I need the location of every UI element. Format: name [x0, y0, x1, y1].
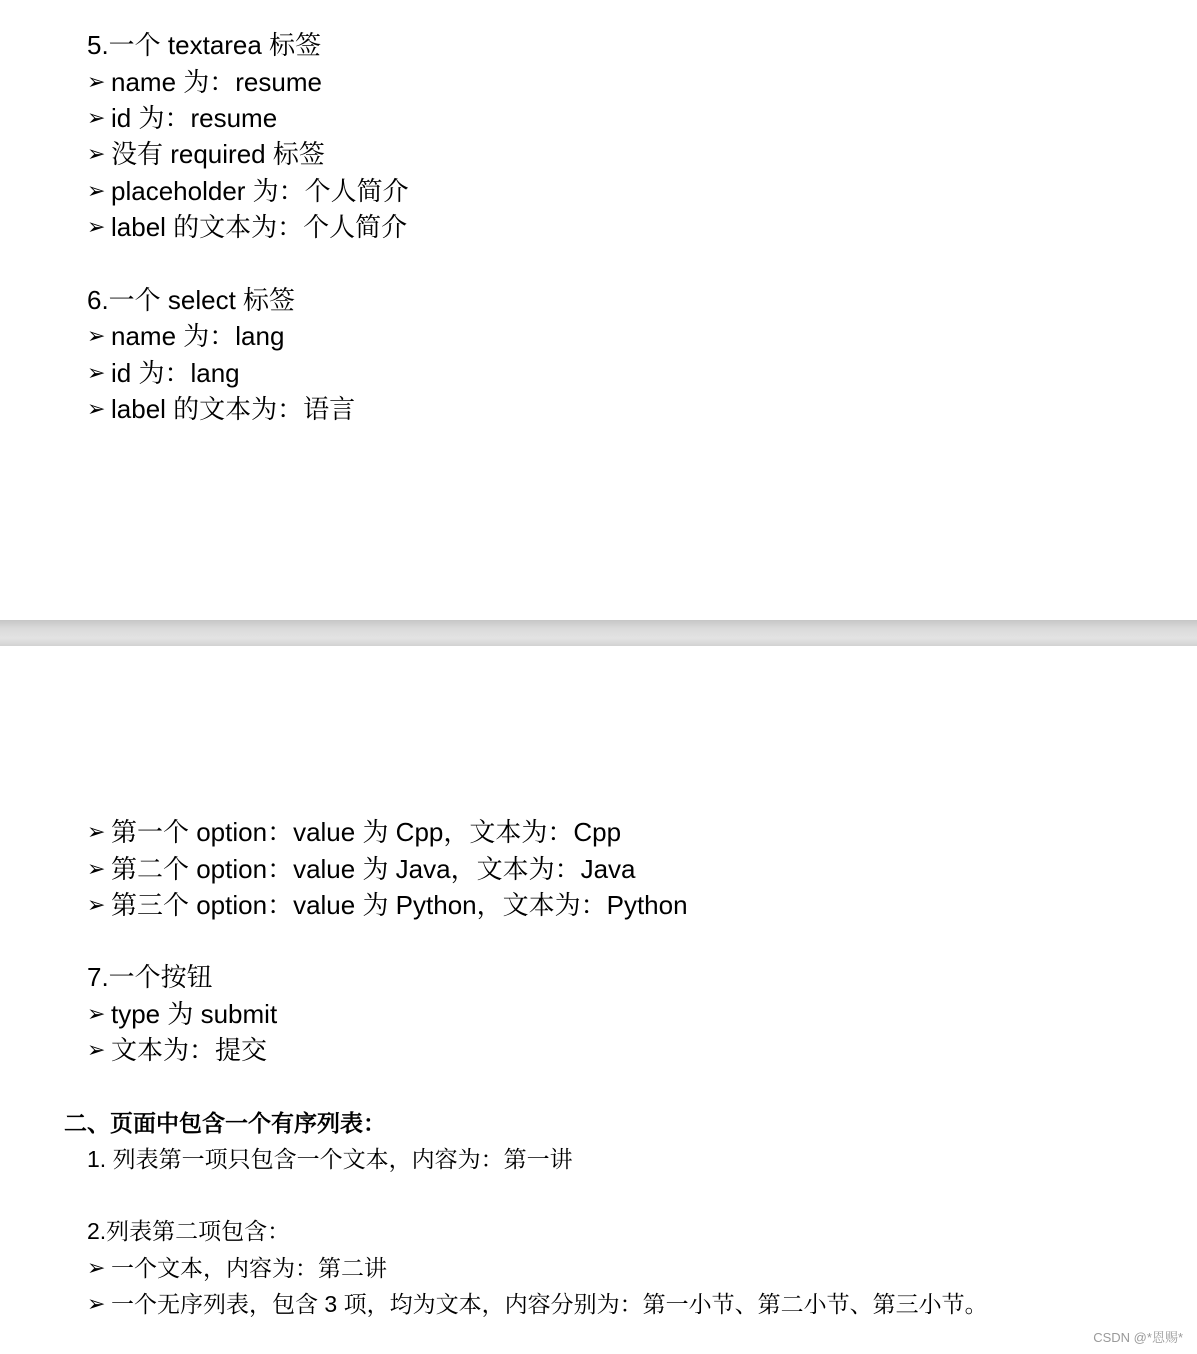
list-item-text: 第三个 option：value 为 Python，文本为：Python — [111, 890, 688, 920]
arrow-bullet-icon: ➢ — [87, 105, 106, 130]
document-page-2 — [0, 646, 1197, 1354]
arrow-bullet-icon: ➢ — [87, 892, 106, 917]
arrow-bullet-icon: ➢ — [87, 141, 106, 166]
list-item — [87, 356, 240, 390]
ordered-list-item-1: 1. 列表第一项只包含一个文本，内容为：第一讲 — [87, 1146, 573, 1172]
list-item — [87, 65, 322, 99]
list-item — [87, 137, 325, 171]
list-item — [87, 319, 284, 353]
list-item — [87, 1033, 267, 1067]
list-item — [87, 888, 688, 922]
list-item — [87, 1251, 387, 1285]
document-page-1 — [0, 0, 1197, 620]
ordered-list-item-2-title: 2.列表第二项包含： — [87, 1218, 291, 1244]
arrow-bullet-icon: ➢ — [87, 396, 106, 421]
arrow-bullet-icon: ➢ — [87, 856, 106, 881]
list-item — [87, 815, 621, 849]
list-item — [87, 101, 277, 135]
csdn-watermark: CSDN @*恩赐* — [1093, 1330, 1183, 1345]
list-item-text: 文本为：提交 — [111, 1035, 268, 1065]
arrow-bullet-icon: ➢ — [87, 1291, 106, 1316]
list-item-text: id 为：resume — [111, 103, 278, 133]
section-6-title: 6.一个 select 标签 — [87, 285, 296, 315]
list-item — [87, 210, 407, 244]
list-item — [87, 1287, 988, 1321]
section-7-title: 7.一个按钮 — [87, 962, 213, 992]
arrow-bullet-icon: ➢ — [87, 819, 106, 844]
list-item-text: label 的文本为：个人简介 — [111, 212, 408, 242]
arrow-bullet-icon: ➢ — [87, 69, 106, 94]
list-item-text: 一个文本，内容为：第二讲 — [111, 1255, 387, 1281]
list-item — [87, 174, 409, 208]
section-5-title: 5.一个 textarea 标签 — [87, 30, 322, 60]
arrow-bullet-icon: ➢ — [87, 323, 106, 348]
list-item-text: 第一个 option：value 为 Cpp，文本为：Cpp — [111, 817, 622, 847]
section-heading-2: 二、页面中包含一个有序列表： — [64, 1110, 386, 1136]
list-item — [87, 392, 355, 426]
arrow-bullet-icon: ➢ — [87, 1255, 106, 1280]
page-separator — [0, 620, 1197, 646]
list-item — [87, 997, 277, 1031]
list-item-text: name 为：resume — [111, 67, 322, 97]
arrow-bullet-icon: ➢ — [87, 1037, 106, 1062]
list-item-text: label 的文本为：语言 — [111, 394, 356, 424]
arrow-bullet-icon: ➢ — [87, 1001, 106, 1026]
list-item-text: id 为：lang — [111, 358, 240, 388]
arrow-bullet-icon: ➢ — [87, 178, 106, 203]
list-item-text: type 为 submit — [111, 999, 278, 1029]
list-item — [87, 852, 636, 886]
list-item-text: 没有 required 标签 — [111, 139, 325, 169]
list-item-text: name 为：lang — [111, 321, 285, 351]
arrow-bullet-icon: ➢ — [87, 360, 106, 385]
list-item-text: 第二个 option：value 为 Java，文本为：Java — [111, 854, 636, 884]
list-item-text: 一个无序列表，包含 3 项，均为文本，内容分别为：第一小节、第二小节、第三小节。 — [111, 1291, 988, 1317]
arrow-bullet-icon: ➢ — [87, 214, 106, 239]
list-item-text: placeholder 为：个人简介 — [111, 176, 409, 206]
